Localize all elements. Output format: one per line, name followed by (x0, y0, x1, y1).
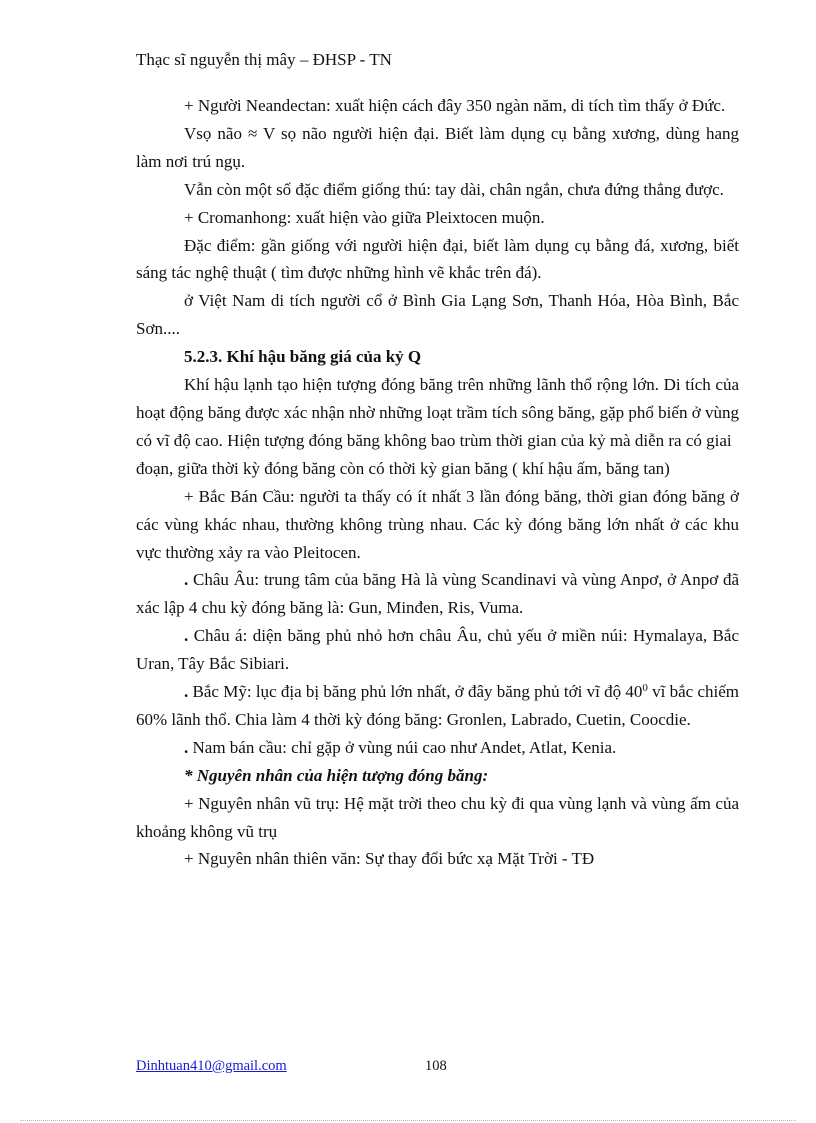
subheading: * Nguyên nhân của hiện tượng đóng băng: (184, 765, 489, 785)
paragraph-text: vĩ bắc chiếm 60% lãnh thổ. Chia làm 4 thời kỳ đóng băng: Gronlen, Labrado, Cuetin, Coocdie. (136, 682, 739, 729)
paragraph (136, 622, 739, 678)
paragraph: Vsọ não ≈ V sọ não người hiện đại. Biết làm dụng cụ bằng xương, dùng hang làm nơi trú ngụ. (136, 123, 739, 171)
paragraph-text: Châu Âu: trung tâm của băng Hà là vùng Scandinavi và vùng Anpơ, ở Anpơ đã xác lập 4 chu kỳ đóng băng là: Gun, Minđen, Ris, Vuma. (136, 570, 739, 618)
bullet-dot: . (184, 570, 189, 590)
paragraph: Đặc điểm: gần giống với người hiện đại, biết làm dụng cụ bằng đá, xương, biết sáng tác nghệ thuật ( tìm được những hình vẽ khắc trên đá). (136, 235, 739, 283)
paragraph: Vẫn còn một số đặc điểm giống thú: tay dài, chân ngắn, chưa đứng thẳng được. (184, 179, 724, 199)
bullet-dot: . (184, 682, 189, 702)
page-header: Thạc sĩ nguyễn thị mây – ĐHSP - TN (136, 50, 392, 69)
bullet-dot: . (184, 737, 189, 757)
document-body (136, 92, 739, 873)
superscript: 0 (642, 682, 648, 695)
paragraph: + Bắc Bán Cầu: người ta thấy có ít nhất 3 lần đóng băng, thời gian đóng băng ở các vùng khác nhau, thường không trùng nhau. Các kỳ đóng băng lớn nhất ở các khu vực thường xảy ra vào Pleitocen. (136, 486, 739, 562)
paragraph: đoạn, giữa thời kỳ đóng băng còn có thời kỳ gian băng ( khí hậu ấm, băng tan) (136, 458, 670, 478)
paragraph-text: Bắc Mỹ: lục địa bị băng phủ lớn nhất, ở đây băng phủ tới vĩ độ 40 (188, 682, 643, 702)
paragraph: + Nguyên nhân thiên văn: Sự thay đổi bức xạ Mặt Trời - TĐ (184, 849, 595, 869)
paragraph: + Nguyên nhân vũ trụ: Hệ mặt trời theo chu kỳ đi qua vùng lạnh và vùng ấm của khoảng không vũ trụ (136, 793, 739, 841)
paragraph: Khí hậu lạnh tạo hiện tượng đóng băng trên những lãnh thổ rộng lớn. Di tích của hoạt động băng được xác nhận nhờ những loạt trầm tích sông băng, gặp phổ biến ở vùng có vĩ độ cao. Hiện tượng đóng băng không bao trùm thời gian của kỷ mà diễn ra có giai (136, 375, 739, 450)
paragraph (136, 566, 739, 622)
paragraph-text: Châu á: diện băng phủ nhỏ hơn châu Âu, chủ yếu ở miền núi: Hymalaya, Bắc Uran, Tây Bắc Sibiari. (136, 626, 739, 674)
section-heading: 5.2.3. Khí hậu băng giá của kỷ Q (184, 347, 422, 367)
bullet-dot: . (184, 626, 189, 646)
page-number: 108 (425, 1058, 447, 1074)
footer-email-text: Dinhtuan410@gmail.com (136, 1058, 287, 1074)
page-bottom-divider (20, 1120, 796, 1121)
paragraph-text: Nam bán cầu: chỉ gặp ở vùng núi cao như Andet, Atlat, Kenia. (188, 737, 617, 757)
paragraph: ở Việt Nam di tích người cổ ở Bình Gia Lạng Sơn, Thanh Hóa, Hòa Bình, Bắc Sơn.... (136, 291, 739, 339)
footer-email-link[interactable] (136, 1058, 299, 1075)
paragraph: + Người Neandectan: xuất hiện cách đây 350 ngàn năm, di tích tìm thấy ở Đức. (184, 96, 726, 115)
paragraph: + Cromanhong: xuất hiện vào giữa Pleixtocen muộn. (184, 207, 545, 227)
paragraph (136, 734, 739, 762)
paragraph (136, 678, 739, 734)
